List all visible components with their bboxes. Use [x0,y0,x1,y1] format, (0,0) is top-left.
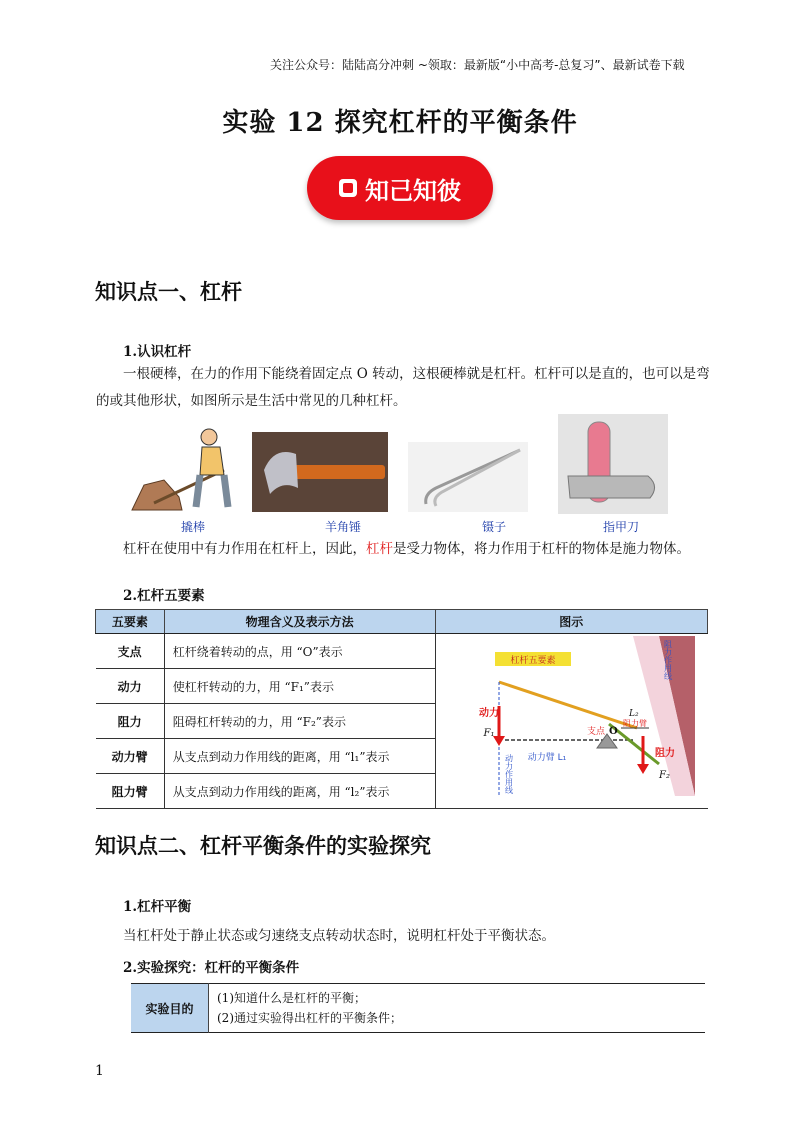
goal-item: (1)知道什么是杠杆的平衡； [217,991,366,1005]
header-note: 关注公众号：陆陆高分冲刺 ~领取：最新版“小中高考-总复习”、最新试卷下载 [270,58,685,72]
diagram-resist: 阻力 [654,747,675,759]
page-number: 1 [95,1063,104,1079]
element-desc: 从支点到动力作用线的距离，用 “l₂”表示 [164,774,435,809]
table-header: 五要素 [96,610,165,634]
caption-tweezers: 镊子 [481,520,506,534]
tweezers-image [408,442,528,512]
diagram-fulcrum: 支点 [586,726,605,737]
diagram-f2: F₂ [658,769,670,781]
diagram-resist-arm: 阻力臂 [622,718,647,728]
element-name: 支点 [96,634,165,669]
diagram-title: 杠杆五要素 [509,655,556,666]
element-desc: 阻碍杠杆转动的力，用 “F₂”表示 [164,704,435,739]
diagram-f1: F₁ [483,727,494,739]
element-name: 阻力臂 [96,774,165,809]
experiment-goal-table [131,983,705,1033]
badge [307,156,493,220]
para2-before: 杠杆在使用中有力作用在杠杆上，因此， [123,541,366,557]
diagram-cell [435,634,708,809]
table-header: 物理含义及表示方法 [164,610,435,634]
diagram-l2: L₂ [628,708,639,719]
element-desc: 从支点到动力作用线的距离，用 “l₁”表示 [164,739,435,774]
para2-after: 是受力物体，将力作用于杠杆的物体是施力物体。 [393,541,690,557]
element-desc: 杠杆绕着转动的点，用 “O”表示 [164,634,435,669]
element-name: 动力臂 [96,739,165,774]
section1-para2 [96,536,716,563]
diagram-power-arm: 动力臂 L₁ [527,752,566,763]
diagram-power-line: 动力作用线 [504,753,513,794]
diagram-o: O [608,725,618,737]
lever-diagram [437,636,707,804]
section2-sub1: 1.杠杆平衡 [123,899,192,915]
section2-sub2: 2.实验探究：杠杆的平衡条件 [123,960,300,976]
diagram-resist-line: 阻力作用线 [663,639,672,680]
section2-heading: 知识点二、杠杆平衡条件的实验探究 [95,834,431,858]
nail-clipper-image [558,414,668,514]
section2-para1: 当杠杆处于静止状态或匀速绕支点转动状态时，说明杠杆处于平衡状态。 [123,928,555,944]
page-title: 实验 12 探究杠杆的平衡条件 [222,108,578,138]
element-name: 动力 [96,669,165,704]
table-header: 图示 [435,610,708,634]
caption-crowbar: 撬棒 [180,520,205,534]
table-row [96,634,708,669]
section1-sub1: 1.认识杠杆 [123,344,192,360]
section1-sub2: 2.杠杆五要素 [123,588,205,604]
goal-label: 实验目的 [131,984,209,1033]
diagram-power: 动力 [478,707,499,719]
element-desc: 使杠杆转动的力，用 “F₁”表示 [164,669,435,704]
section1-para1: 一根硬棒，在力的作用下能绕着固定点 O 转动，这根硬棒就是杠杆。杠杆可以是直的，也可以是弯的或其他形状，如图所示是生活中常见的几种杠杆。 [96,366,710,409]
element-name: 阻力 [96,704,165,739]
para2-highlight: 杠杆 [366,541,393,557]
section1-heading: 知识点一、杠杆 [95,280,242,304]
lever-elements-table [95,609,708,809]
caption-hammer: 羊角锤 [324,520,361,534]
crowbar-image [124,425,244,515]
caption-nail-clipper: 指甲刀 [602,520,639,534]
hammer-image [252,432,388,512]
badge-label: 知己知彼 [365,176,461,205]
home-icon [339,179,357,197]
goal-items [209,984,706,1033]
goal-item: (2)通过实验得出杠杆的平衡条件； [217,1011,402,1025]
